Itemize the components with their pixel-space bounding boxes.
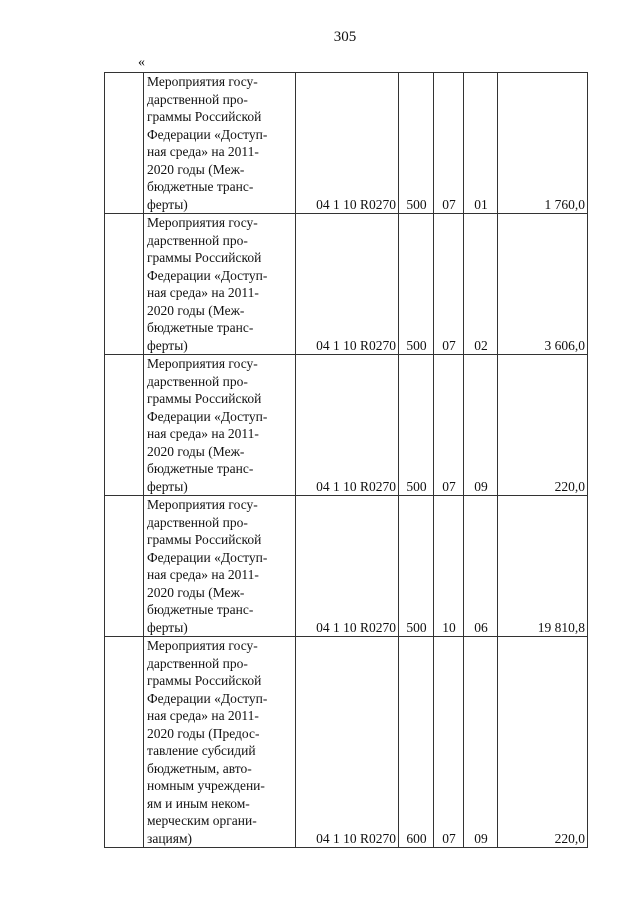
name-line: ная среда» на 2011- — [147, 144, 259, 159]
row-name-cell — [144, 355, 296, 496]
name-line: граммы Российской — [147, 391, 262, 406]
name-line: номным учреждени- — [147, 778, 265, 793]
name-line: Мероприятия госу- — [147, 356, 258, 371]
name-line: Федерации «Доступ- — [147, 267, 268, 283]
name-line: 2020 годы (Меж- — [147, 302, 245, 318]
name-line: бюджетные транс- — [147, 461, 254, 476]
subsection-code-cell: 06 — [464, 496, 498, 637]
amount-cell: 3 606,0 — [498, 214, 588, 355]
section-code-cell: 07 — [434, 214, 464, 355]
name-line: тавление субсидий — [147, 743, 256, 758]
table-row — [105, 73, 588, 214]
subsection-code-cell: 09 — [464, 637, 498, 848]
name-line: Мероприятия госу- — [147, 497, 258, 512]
name-line: ферты) — [147, 196, 188, 212]
continuation-quote-mark: « — [138, 55, 145, 70]
expense-type-code-cell: 500 — [399, 214, 434, 355]
amount-cell: 1 760,0 — [498, 73, 588, 214]
expense-type-code-cell: 500 — [399, 496, 434, 637]
name-line: бюджетным, авто- — [147, 760, 252, 776]
expense-type-code-cell: 500 — [399, 73, 434, 214]
row-number-cell — [105, 73, 144, 214]
target-article-code-cell: 04 1 10 R0270 — [296, 355, 399, 496]
name-line: мерческим органи- — [147, 813, 257, 828]
name-line: дарственной про- — [147, 514, 248, 530]
section-code-cell: 07 — [434, 73, 464, 214]
budget-table — [104, 72, 588, 848]
name-line: дарственной про- — [147, 373, 248, 389]
amount-cell: 220,0 — [498, 355, 588, 496]
name-line: ная среда» на 2011- — [147, 708, 259, 723]
name-line: граммы Российской — [147, 532, 262, 547]
table-row — [105, 637, 588, 848]
table-row — [105, 214, 588, 355]
name-line: дарственной про- — [147, 655, 248, 671]
name-line: ферты) — [147, 337, 188, 353]
expense-type-code-cell: 600 — [399, 637, 434, 848]
row-number-cell — [105, 355, 144, 496]
target-article-code-cell: 04 1 10 R0270 — [296, 214, 399, 355]
name-line: ная среда» на 2011- — [147, 285, 259, 300]
name-line: Федерации «Доступ- — [147, 126, 268, 142]
name-line: 2020 годы (Меж- — [147, 161, 245, 177]
name-line: ферты) — [147, 478, 188, 494]
name-line: 2020 годы (Меж- — [147, 584, 245, 600]
name-line: 2020 годы (Предос- — [147, 725, 260, 741]
amount-cell: 19 810,8 — [498, 496, 588, 637]
name-line: Федерации «Доступ- — [147, 549, 268, 565]
row-name-cell — [144, 73, 296, 214]
row-number-cell — [105, 214, 144, 355]
name-line: дарственной про- — [147, 232, 248, 248]
name-line: граммы Российской — [147, 673, 262, 688]
section-code-cell: 07 — [434, 637, 464, 848]
row-name-cell — [144, 637, 296, 848]
expense-type-code-cell: 500 — [399, 355, 434, 496]
section-code-cell: 07 — [434, 355, 464, 496]
target-article-code-cell: 04 1 10 R0270 — [296, 496, 399, 637]
amount-cell: 220,0 — [498, 637, 588, 848]
target-article-code-cell: 04 1 10 R0270 — [296, 637, 399, 848]
subsection-code-cell: 01 — [464, 73, 498, 214]
name-line: граммы Российской — [147, 109, 262, 124]
name-line: дарственной про- — [147, 91, 248, 107]
section-code-cell: 10 — [434, 496, 464, 637]
name-line: Федерации «Доступ- — [147, 408, 268, 424]
table-row — [105, 496, 588, 637]
name-line: ферты) — [147, 619, 188, 635]
target-article-code-cell: 04 1 10 R0270 — [296, 73, 399, 214]
name-line: 2020 годы (Меж- — [147, 443, 245, 459]
name-line: бюджетные транс- — [147, 179, 254, 194]
row-name-cell — [144, 496, 296, 637]
name-line: ная среда» на 2011- — [147, 426, 259, 441]
name-line: зациям) — [147, 830, 193, 846]
name-line: ная среда» на 2011- — [147, 567, 259, 582]
name-line: ям и иным неком- — [147, 795, 250, 811]
subsection-code-cell: 02 — [464, 214, 498, 355]
subsection-code-cell: 09 — [464, 355, 498, 496]
row-number-cell — [105, 496, 144, 637]
name-line: Мероприятия госу- — [147, 638, 258, 653]
row-number-cell — [105, 637, 144, 848]
name-line: граммы Российской — [147, 250, 262, 265]
name-line: Федерации «Доступ- — [147, 690, 268, 706]
table-body — [105, 73, 588, 848]
name-line: бюджетные транс- — [147, 320, 254, 335]
name-line: Мероприятия госу- — [147, 74, 258, 89]
table-row — [105, 355, 588, 496]
row-name-cell — [144, 214, 296, 355]
name-line: бюджетные транс- — [147, 602, 254, 617]
page-number: 305 — [333, 29, 357, 45]
name-line: Мероприятия госу- — [147, 215, 258, 230]
